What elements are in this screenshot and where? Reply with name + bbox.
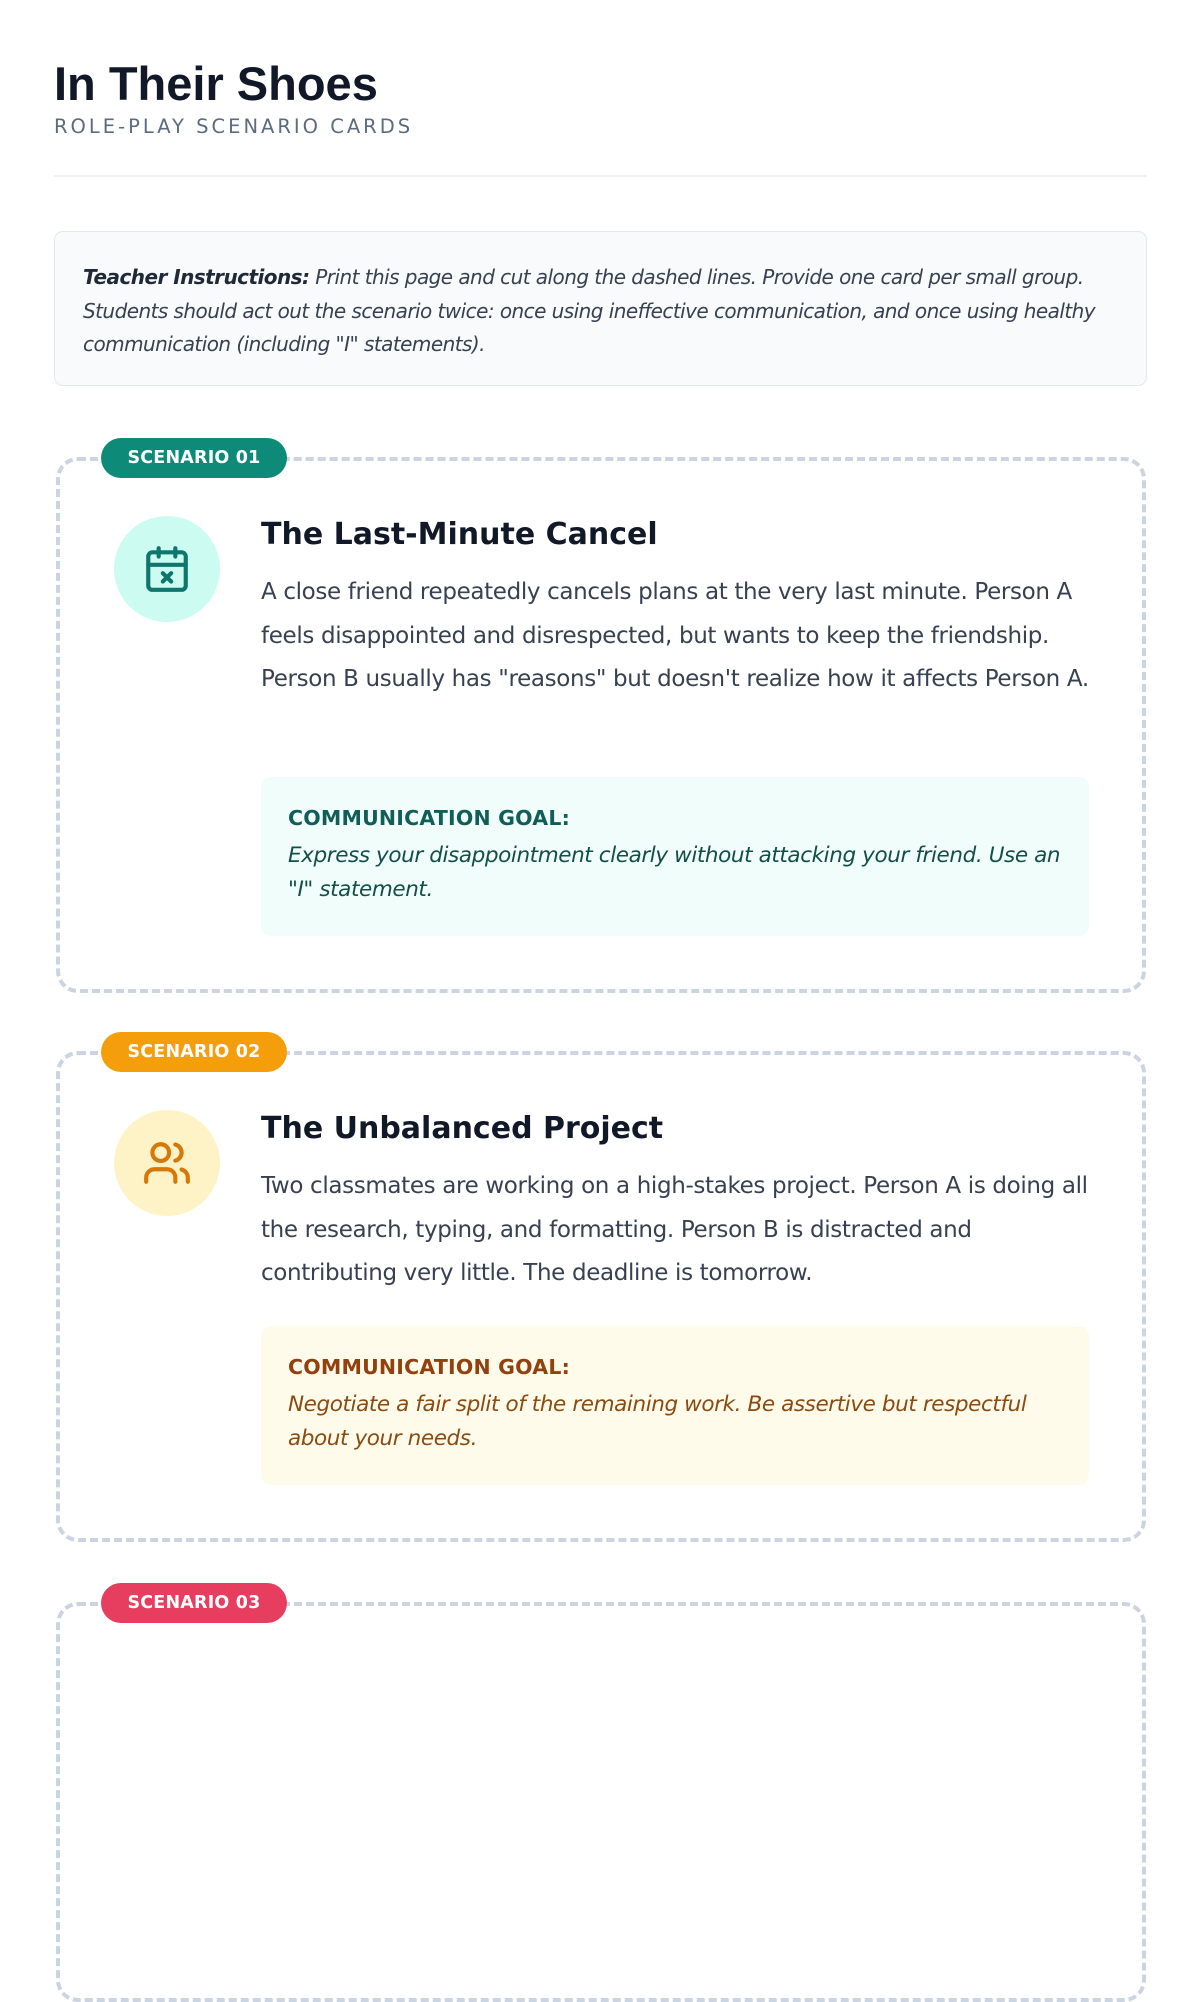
scenario-badge: SCENARIO 01 [101,438,287,478]
scenario-card-2 [56,1042,1146,1542]
page-subtitle: ROLE-PLAY SCENARIO CARDS [54,115,414,138]
goal-text: Express your disappointment clearly without attacking your friend. Use an "I" statement. [288,843,1061,902]
calendar-x-icon [114,516,220,622]
scenario-badge: SCENARIO 02 [101,1032,287,1072]
scenario-description: Two classmates are working on a high-stakes project. Person A is doing all the research, typing, and formatting. Person B is distracted and contributing very little. The deadline is tomorrow. [261,1173,1088,1286]
header-divider [54,175,1147,177]
instructions-text: Print this page and cut along the dashed lines. Provide one card per small group. Students should act out the scenario twice: once using ineffective communication, and once using healthy communication (including "I" statements). [83,265,1096,356]
communication-goal [261,777,1089,936]
communication-goal [261,1326,1089,1485]
scenario-content [261,1109,1096,1296]
page-header [54,56,1147,138]
goal-label: COMMUNICATION GOAL: [288,806,570,830]
scenario-description: A close friend repeatedly cancels plans at the very last minute. Person A feels disappointed and disrespected, but wants to keep the friendship. Person B usually has "reasons" but doesn't realize how it affects Person A. [261,579,1089,692]
scenario-card-3 [56,1593,1146,2002]
users-icon [114,1110,220,1216]
page-title: In Their Shoes [54,57,378,110]
scenario-title: The Last-Minute Cancel [261,517,658,552]
goal-label: COMMUNICATION GOAL: [288,1355,570,1379]
scenario-card-1 [56,448,1146,993]
instructions-label: Teacher Instructions: [83,265,310,289]
scenario-badge: SCENARIO 03 [101,1583,287,1623]
scenario-content [261,515,1096,702]
scenario-title: The Unbalanced Project [261,1111,664,1146]
teacher-instructions [54,231,1147,386]
goal-text: Negotiate a fair split of the remaining work. Be assertive but respectful about your needs. [288,1392,1027,1451]
